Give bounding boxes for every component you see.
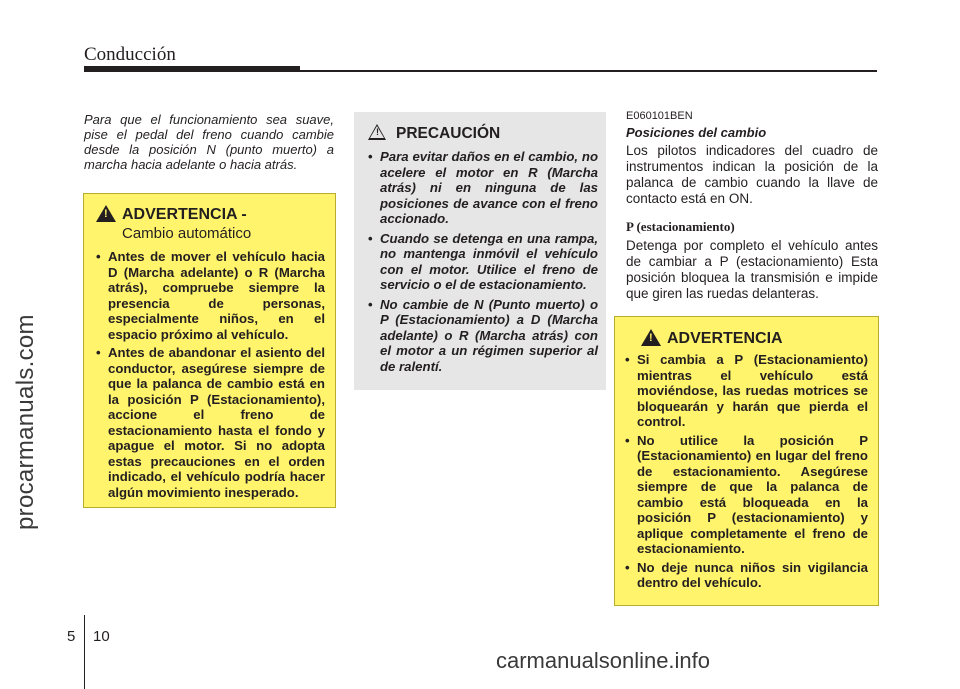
- section-number: 5: [67, 628, 76, 645]
- shift-positions-paragraph: Los pilotos indicadores del cuadro de instrumentos indican la posición de la palanca de cambio cuando la llave de contacto está en ON.: [626, 143, 878, 206]
- park-paragraph: Detenga por completo el vehículo antes de cambiar a P (estacionamiento) Esta posición bloquea la transmisión e impide que giren las ruedas delanteras.: [626, 238, 878, 301]
- warning-header: [641, 329, 868, 348]
- caution-title: PRECAUCIÓN: [396, 125, 501, 142]
- warning-list: [625, 352, 868, 591]
- footer-divider: [84, 615, 85, 689]
- page-number: 10: [93, 628, 110, 645]
- intro-paragraph: Para que el funcionamiento sea suave, pise el pedal del freno cuando cambie desde la posición N (punto muerto) a marcha hacia adelante o hacia atrás.: [84, 112, 334, 172]
- caution-list: [368, 149, 598, 374]
- warning-box-automatic: [83, 193, 336, 508]
- page-title: Conducción: [84, 44, 176, 65]
- side-watermark: procarmanuals.com: [12, 314, 39, 530]
- list-item: • Antes de abandonar el asiento del conductor, asegúrese siempre de que la palanca de cambio está en la posición P (Estacionamiento), accione el freno de estacionamiento hasta el fondo y apague el motor. Si no adopta estas precauciones en el orden indicado, el vehículo podría hacer algún movimiento inesperado.: [96, 345, 325, 500]
- right-column: [626, 110, 878, 302]
- caution-header: [368, 124, 598, 143]
- park-heading: P (estacionamiento): [626, 219, 735, 234]
- caution-box: [354, 112, 606, 390]
- warning-subtitle: Cambio automático: [122, 225, 252, 242]
- caution-triangle-icon: !: [368, 124, 386, 140]
- warning-title: ADVERTENCIA -: [122, 206, 247, 223]
- title-bar-thick: [84, 66, 300, 72]
- warning-triangle-icon: !: [641, 329, 661, 346]
- list-item: • No utilice la posición P (Estacionamiento) en lugar del freno de estacionamiento. Asegúrese siempre de que la palanca de cambio está bloqueada en la posición P (estacionamiento) y aplique completamente el freno de estacionamiento.: [625, 433, 868, 557]
- list-item: • Para evitar daños en el cambio, no acelere el motor en R (Marcha atrás) ni en ninguna de las posiciones de avance con el freno accionado.: [368, 149, 598, 227]
- warning-list: [96, 249, 325, 500]
- warning-triangle-icon: !: [96, 205, 116, 222]
- warning-header: [96, 205, 325, 243]
- section-subheading: Posiciones del cambio: [626, 125, 767, 140]
- title-bar-thin: [300, 70, 877, 72]
- list-item: • No deje nunca niños sin vigilancia dentro del vehículo.: [625, 560, 868, 591]
- bottom-watermark: carmanualsonline.info: [496, 648, 711, 673]
- list-item: • No cambie de N (Punto muerto) o P (Estacionamiento) a D (Marcha adelante) o R (Marcha atrás) con el motor a un régimen superior al de ralentí.: [368, 297, 598, 375]
- warning-box-park: [614, 316, 879, 606]
- list-item: • Antes de mover el vehículo hacia D (Marcha adelante) o R (Marcha atrás), compruebe siempre la presencia de personas, especialmente niños, en el espacio próximo al vehículo.: [96, 249, 325, 342]
- list-item: • Si cambia a P (Estacionamiento) mientras el vehículo está moviéndose, las ruedas motrices se bloquearán y harán que pierda el control.: [625, 352, 868, 430]
- list-item: • Cuando se detenga en una rampa, no mantenga inmóvil el vehículo con el motor. Utilice el freno de servicio o el de estacionamiento.: [368, 231, 598, 293]
- section-code: E060101BEN: [626, 110, 693, 122]
- warning-title: ADVERTENCIA: [667, 330, 783, 347]
